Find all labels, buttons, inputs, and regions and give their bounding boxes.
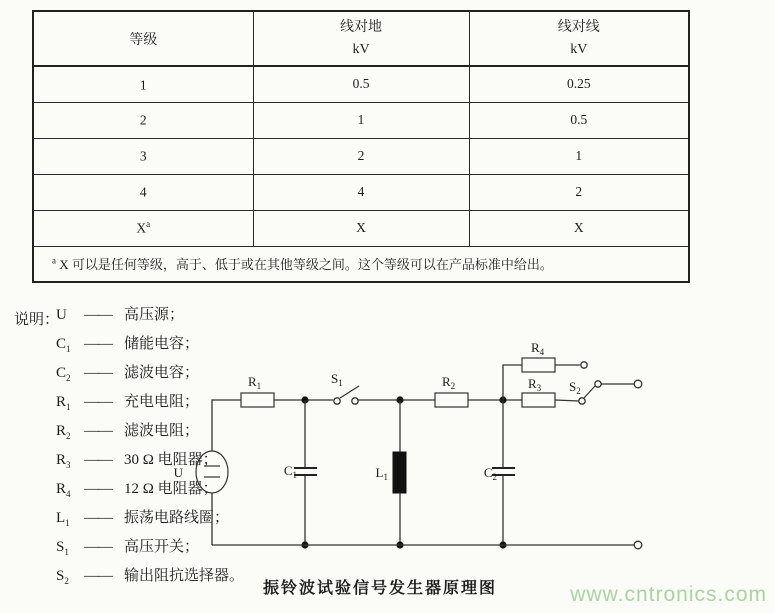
resistor-r2 xyxy=(435,393,468,407)
resistor-r3 xyxy=(522,393,555,407)
cell-line-to-ground: X xyxy=(253,210,469,246)
label-r4: $R_4$ xyxy=(531,340,545,357)
legend-item-s2: $S_2$ —— 输出阻抗选择器。 xyxy=(56,568,245,586)
switch-s2-pivot xyxy=(595,381,601,387)
label-c1: $C_1$ xyxy=(283,463,297,480)
legend-item-r2: $R_2$ —— 滤波电阻； xyxy=(56,423,200,441)
label-u: U xyxy=(173,465,183,480)
legend-item-r4: $R_4$ —— 12 Ω 电阻器； xyxy=(56,481,218,499)
switch-s2-arm xyxy=(584,386,595,398)
cell-line-to-line: X xyxy=(469,210,689,246)
wire xyxy=(555,400,579,401)
wire xyxy=(503,365,522,400)
header-line-to-line: 线对线 kV xyxy=(469,11,689,66)
legend-item-c2: $C_2$ —— 滤波电容； xyxy=(56,365,200,383)
switch-s2-contact xyxy=(581,362,587,368)
cell-level: 2 xyxy=(33,102,253,138)
cell-line-to-line: 0.5 xyxy=(469,102,689,138)
resistor-r4 xyxy=(522,358,555,372)
cell-line-to-line: 1 xyxy=(469,138,689,174)
inductor-l1 xyxy=(393,452,406,493)
cell-line-to-ground: 0.5 xyxy=(253,66,469,102)
legend-item-u: U —— 高压源； xyxy=(56,307,185,323)
cell-level: 3 xyxy=(33,138,253,174)
table-footnote: $^a$ X 可以是任何等级，高于、低于或在其他等级之间。这个等级可以在产品标准中给出。 xyxy=(33,246,689,282)
cell-line-to-ground: 2 xyxy=(253,138,469,174)
cell-level: 1 xyxy=(33,66,253,102)
label-c2: $C_2$ xyxy=(483,465,497,482)
cell-line-to-ground: 1 xyxy=(253,102,469,138)
switch-s1-contact xyxy=(352,398,358,404)
label-s1: $S_1$ xyxy=(331,371,343,388)
figure-caption: 振铃波试验信号发生器原理图 xyxy=(263,580,498,597)
watermark: www.cntronics.com xyxy=(570,583,767,606)
label-r3: $R_3$ xyxy=(528,376,542,393)
cell-line-to-line: 0.25 xyxy=(469,66,689,102)
cell-level: $X^a$ xyxy=(33,210,253,246)
label-r1: $R_1$ xyxy=(248,374,262,391)
cell-line-to-ground: 4 xyxy=(253,174,469,210)
wire xyxy=(212,400,241,451)
legend-title: 说明： xyxy=(14,312,60,328)
header-line-to-ground: 线对地 kV xyxy=(253,11,469,66)
output-terminal-bottom xyxy=(634,541,642,549)
label-l1: $L_1$ xyxy=(375,465,388,482)
switch-s1-arm xyxy=(340,386,359,398)
cell-line-to-line: 2 xyxy=(469,174,689,210)
resistor-r1 xyxy=(241,393,274,407)
header-level: 等级 xyxy=(33,11,253,66)
label-r2: $R_2$ xyxy=(442,374,456,391)
legend-item-c1: $C_1$ —— 储能电容； xyxy=(56,336,200,354)
legend-item-r3: $R_3$ —— 30 Ω 电阻器； xyxy=(56,452,218,470)
output-terminal-top xyxy=(634,380,642,388)
legend-item-l1: $L_1$ —— 振荡电路线圈； xyxy=(56,510,230,528)
legend-item-s1: $S_1$ —— 高压开关； xyxy=(56,539,200,557)
switch-s1-contact xyxy=(334,398,340,404)
legend-item-r1: $R_1$ —— 充电电阻； xyxy=(56,394,200,412)
label-s2: $S_2$ xyxy=(569,379,581,396)
cell-level: 4 xyxy=(33,174,253,210)
switch-s2-contact xyxy=(579,398,585,404)
voltage-source xyxy=(196,451,228,493)
